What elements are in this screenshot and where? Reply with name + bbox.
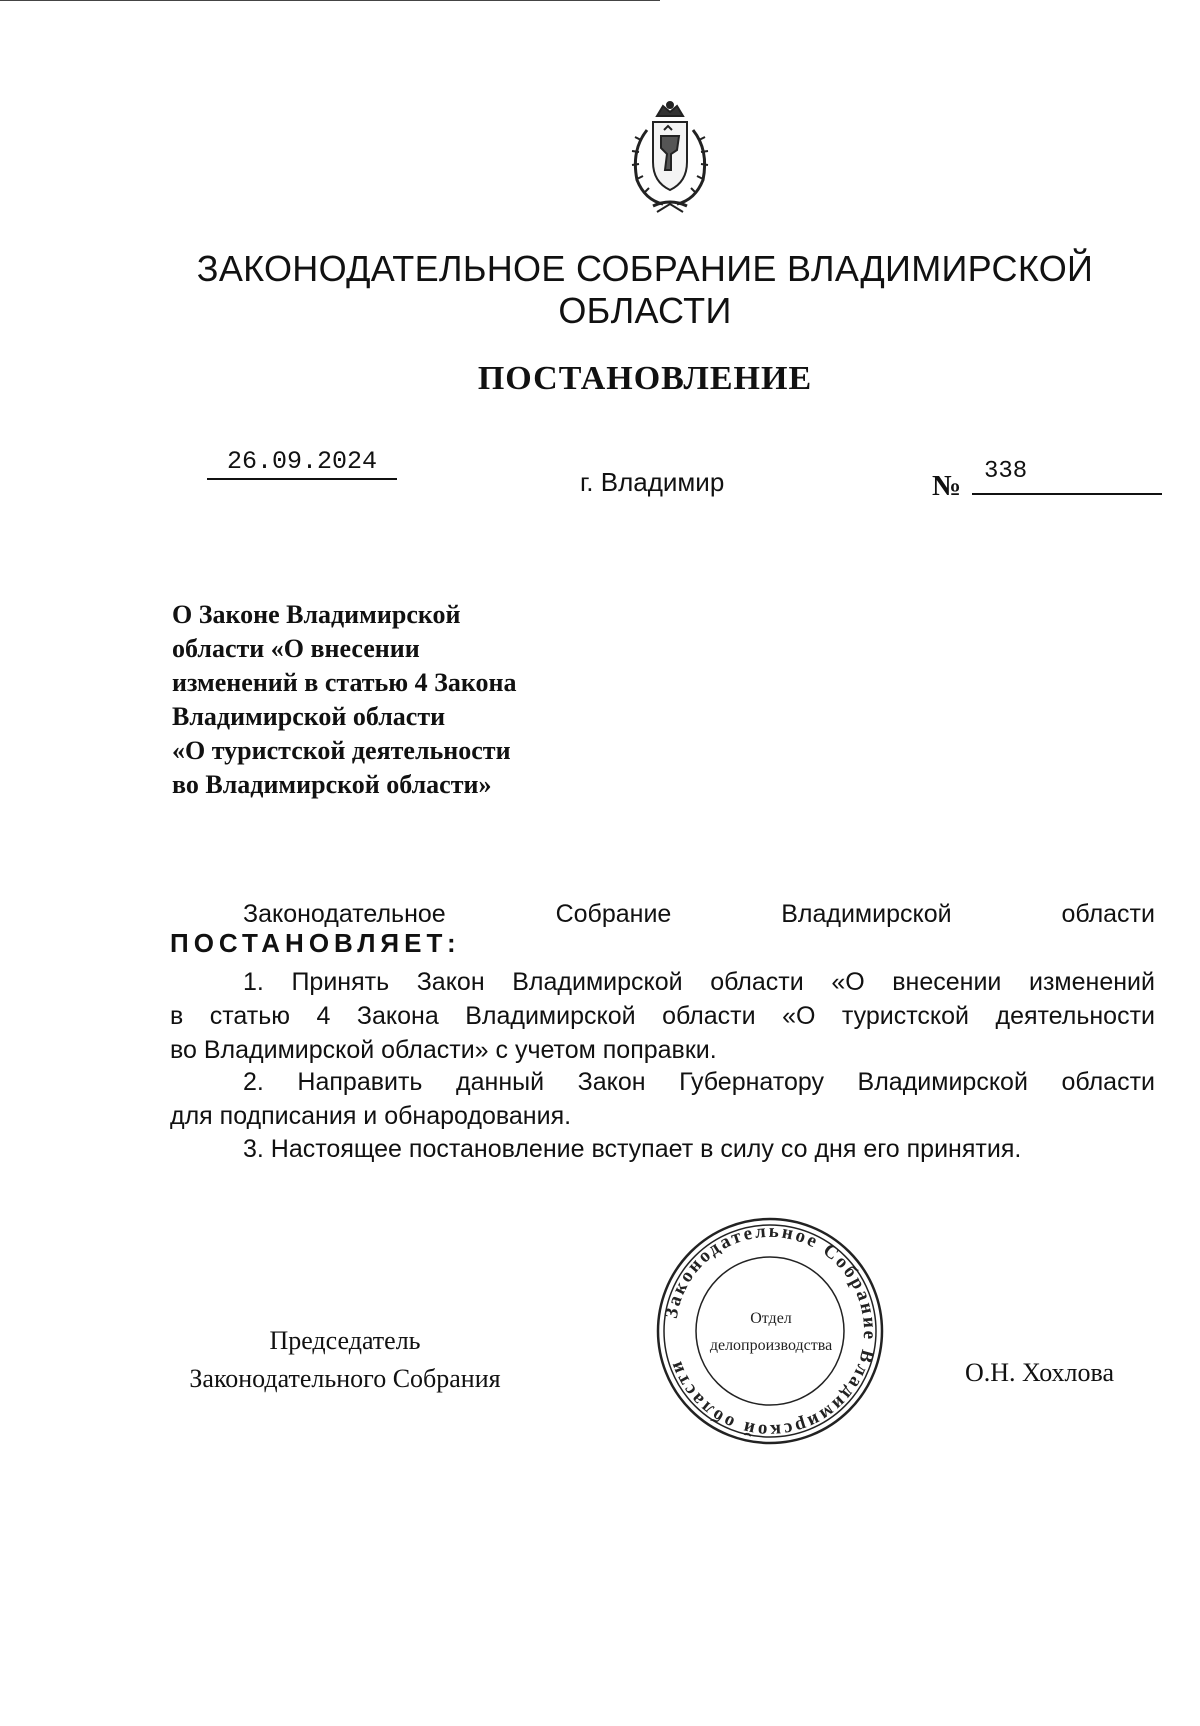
- body-word: Принять: [291, 968, 390, 996]
- body-word: статью: [209, 1002, 291, 1030]
- body-word: области: [1061, 1068, 1155, 1096]
- item-1-line-1: [243, 968, 1155, 1000]
- body-word: Закона: [356, 1002, 439, 1030]
- intro-word: Собрание: [555, 900, 672, 928]
- document-date: 26.09.2024: [207, 447, 397, 480]
- body-word: 1.: [243, 968, 264, 996]
- number-label: №: [932, 470, 962, 502]
- body-word: 4: [316, 1002, 331, 1030]
- signatory-name: О.Н. Хохлова: [965, 1358, 1114, 1387]
- body-word: деятельности: [995, 1002, 1155, 1030]
- signatory-title-line: Законодательного Собрания: [189, 1364, 501, 1393]
- item-2-line-2: для подписания и обнародования.: [170, 1102, 572, 1130]
- subject-line: изменений в статью 4 Закона: [172, 668, 517, 697]
- subject-line: О Законе Владимирской: [172, 600, 461, 629]
- intro-word: Законодательное: [243, 900, 446, 928]
- body-word: изменений: [1029, 968, 1155, 996]
- intro-word: области: [1061, 900, 1155, 928]
- body-word: Закон: [577, 1068, 646, 1096]
- body-word: Владимирской: [857, 1068, 1028, 1096]
- subject-line: во Владимирской области»: [172, 770, 492, 799]
- body-word: внесении: [892, 968, 1002, 996]
- body-word: данный: [456, 1068, 545, 1096]
- document-city: г. Владимир: [580, 467, 725, 497]
- svg-text:Законодательное Собрание Влади: Законодательное Собрание Владимирской области: [660, 1220, 881, 1442]
- subject-line: «О туристской деятельности: [172, 736, 511, 765]
- decree-word: ПОСТАНОВЛЯЕТ:: [170, 928, 461, 958]
- subject-line: области «О внесении: [172, 634, 420, 663]
- intro-word: Владимирской: [781, 900, 952, 928]
- body-word: области: [662, 1002, 756, 1030]
- item-3-line: 3. Настоящее постановление вступает в силу со дня его принятия.: [243, 1135, 1022, 1163]
- coat-of-arms-emblem: [617, 100, 723, 218]
- body-word: Губернатору: [679, 1068, 824, 1096]
- item-1-line-2: [170, 1002, 1155, 1034]
- signatory-title: [170, 1322, 520, 1398]
- body-word: 2.: [243, 1068, 264, 1096]
- organization-title: ЗАКОНОДАТЕЛЬНОЕ СОБРАНИЕ ВЛАДИМИРСКОЙ ОБЛАСТИ: [196, 248, 1094, 331]
- seal-inner-line: Отдел: [750, 1310, 792, 1327]
- body-word: Направить: [297, 1068, 423, 1096]
- document-number: 338: [984, 458, 1028, 485]
- seal-inner-text: [686, 1305, 856, 1359]
- document-type-heading: ПОСТАНОВЛЕНИЕ: [477, 360, 813, 397]
- body-word: Владимирской: [512, 968, 683, 996]
- item-2-line-1: [243, 1068, 1155, 1100]
- body-word: «О: [782, 1002, 816, 1030]
- body-word: Закон: [416, 968, 485, 996]
- body-word: в: [170, 1002, 184, 1030]
- body-word: области: [710, 968, 804, 996]
- document-subject: [172, 598, 612, 802]
- document-number-field: [972, 455, 1162, 495]
- body-word: Владимирской: [465, 1002, 636, 1030]
- body-word: «О: [831, 968, 865, 996]
- scan-edge-line: [0, 0, 660, 1]
- item-1-line-3: во Владимирской области» с учетом поправки.: [170, 1036, 717, 1064]
- body-word: туристской: [841, 1002, 969, 1030]
- subject-line: Владимирской области: [172, 702, 446, 731]
- seal-inner-line: делопроизводства: [709, 1337, 833, 1354]
- signatory-title-line: Председатель: [269, 1326, 421, 1355]
